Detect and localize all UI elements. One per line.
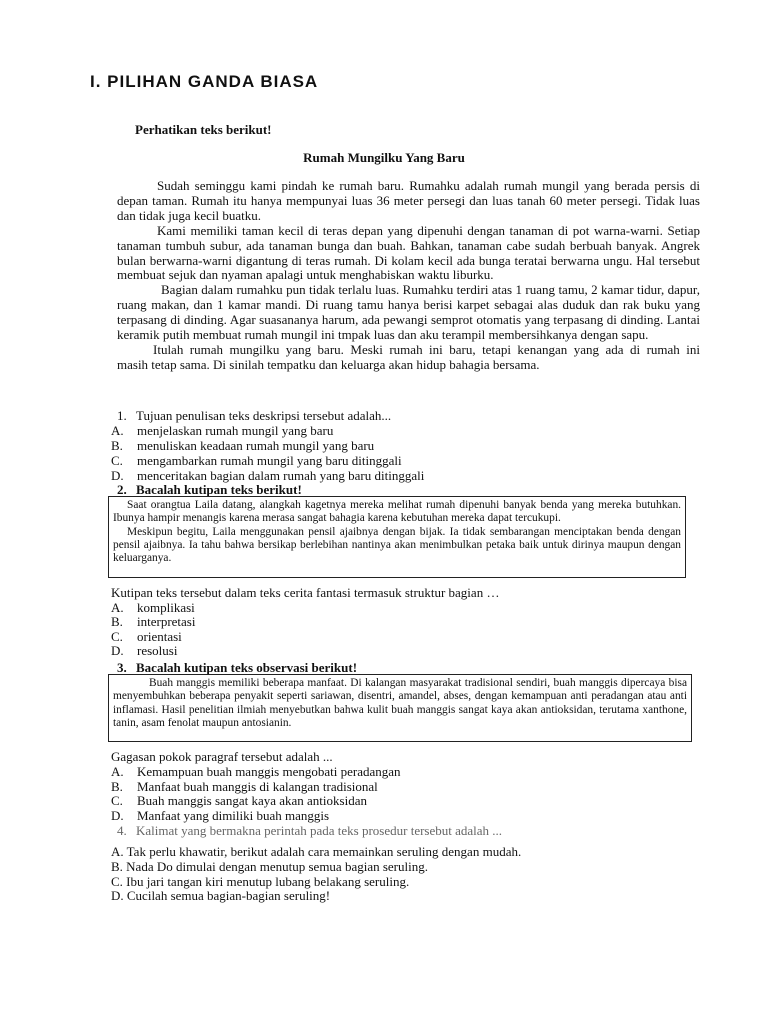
- question-2-text: Kutipan teks tersebut dalam teks cerita fantasi termasuk struktur bagian …: [111, 585, 500, 600]
- excerpt-paragraph: Meskipun begitu, Laila menggunakan pensil ajaibnya dengan bijak. Ia tidak sembarangan menciptakan benda dengan pensil ajaibnya. Ia tahu bahwa bersikap berlebihan nantinya akan menimbulkan petaka baik untuk dirinya maupun dengan keluarganya.: [113, 525, 681, 565]
- question-number: 1.: [117, 408, 127, 423]
- question-text: Tujuan penulisan teks deskripsi tersebut adalah...: [136, 408, 392, 423]
- option-text: Buah manggis sangat kaya akan antioksidan: [137, 793, 367, 808]
- excerpt-box-fantasy: [108, 496, 686, 578]
- option-b[interactable]: [111, 438, 374, 454]
- option-text: mengambarkan rumah mungil yang baru ditinggali: [137, 453, 402, 468]
- question-number: 4.: [117, 823, 127, 838]
- intro-instruction: Perhatikan teks berikut!: [135, 122, 272, 137]
- option-letter: B.: [111, 779, 123, 794]
- option-c[interactable]: C. Ibu jari tangan kiri menutup lubang belakang seruling.: [111, 874, 410, 889]
- option-text: menjelaskan rumah mungil yang baru: [137, 423, 334, 438]
- question-text: Kalimat yang bermakna perintah pada teks prosedur tersebut adalah ...: [136, 823, 503, 838]
- story-paragraph: Sudah seminggu kami pindah ke rumah baru. Rumahku adalah rumah mungil yang berada persis di depan taman. Rumah itu hanya mempunyai luas 36 meter persegi dan luas tanah 60 meter persegi. Tidak luas dan tidak juga kecil buatku.: [117, 178, 700, 223]
- section-heading: I. PILIHAN GANDA BIASA: [90, 72, 319, 91]
- option-c[interactable]: [111, 793, 367, 809]
- story-paragraph: Itulah rumah mungilku yang baru. Meski rumah ini baru, tetapi kenangan yang ada di rumah ini masih tetap sama. Di sinilah tempatku dan keluarga akan hidup bahagia bersama.: [117, 341, 720, 372]
- excerpt-box-observation: [108, 674, 692, 742]
- option-c[interactable]: [111, 453, 402, 469]
- option-d[interactable]: [111, 643, 177, 659]
- instruction-text: Bacalah kutipan teks berikut!: [136, 482, 302, 497]
- option-d[interactable]: [111, 808, 329, 824]
- option-letter: B.: [111, 438, 123, 453]
- option-letter: D.: [111, 808, 124, 823]
- question-3-text: Gagasan pokok paragraf tersebut adalah ...: [111, 749, 333, 764]
- option-text: komplikasi: [137, 600, 195, 615]
- option-letter: A.: [111, 423, 124, 438]
- option-letter: C.: [111, 793, 123, 808]
- story-text: [117, 178, 720, 373]
- option-b[interactable]: [111, 614, 195, 630]
- option-letter: A.: [111, 600, 124, 615]
- option-letter: D.: [111, 468, 124, 483]
- question-number: 2.: [117, 482, 127, 497]
- option-letter: D.: [111, 643, 124, 658]
- option-a[interactable]: [111, 423, 333, 439]
- option-text: resolusi: [137, 643, 178, 658]
- option-letter: A.: [111, 764, 124, 779]
- story-title: Rumah Mungilku Yang Baru: [303, 150, 465, 165]
- instruction-text: Bacalah kutipan teks observasi berikut!: [136, 660, 358, 675]
- story-paragraph: Bagian dalam rumahku pun tidak terlalu luas. Rumahku terdiri atas 1 ruang tamu, 2 kamar tidur, dapur, ruang makan, dan 1 kamar mandi. Di ruang tamu hanya berisi karpet sebagai alas duduk dan rak buku yang terpasang di dinding. Agar suasananya harum, ada pewangi semprot otomatis yang terpasang di dinding. Lantai keramik putih membuat rumah mungil ini tmpak luas dan aku terampil membersihkanya dengan sapu.: [117, 282, 700, 343]
- question-number: 3.: [117, 660, 127, 675]
- option-b[interactable]: B. Nada Do dimulai dengan menutup semua bagian seruling.: [111, 859, 428, 874]
- excerpt-paragraph: Saat orangtua Laila datang, alangkah kagetnya mereka melihat rumah dipenuhi banyak benda yang mereka butuhkan. Ibunya hampir menangis karena merasa sangat bahagia karena kebutuhan mereka dapat tercukupi.: [113, 499, 681, 525]
- option-text: menuliskan keadaan rumah mungil yang baru: [137, 438, 375, 453]
- option-letter: C.: [111, 629, 123, 644]
- option-text: interpretasi: [137, 614, 196, 629]
- excerpt-paragraph: Buah manggis memiliki beberapa manfaat. Di kalangan masyarakat tradisional sendiri, buah manggis dipercaya bisa menyembuhkan beberapa penyakit seperti sariawan, disentri, amandel, abses, dengan kemampuan anti peradangan atau anti inflamasi. Hasil penelitian ilmiah menyebutkan bahwa kulit buah manggis sangat kaya akan antioksidan, terutama xanthone, tanin, asam fenolat maupun antosianin.: [113, 677, 687, 729]
- option-text: Manfaat buah manggis di kalangan tradisional: [137, 779, 378, 794]
- option-letter: B.: [111, 614, 123, 629]
- option-text: Kemampuan buah manggis mengobati peradangan: [137, 764, 401, 779]
- option-text: menceritakan bagian dalam rumah yang baru ditinggali: [137, 468, 425, 483]
- option-text: Manfaat yang dimiliki buah manggis: [137, 808, 330, 823]
- option-d[interactable]: D. Cucilah semua bagian-bagian seruling!: [111, 888, 331, 903]
- option-text: orientasi: [137, 629, 182, 644]
- option-a[interactable]: [111, 764, 401, 780]
- option-a[interactable]: A. Tak perlu khawatir, berikut adalah cara memainkan seruling dengan mudah.: [111, 844, 522, 859]
- story-paragraph: Kami memiliki taman kecil di teras depan yang dipenuhi dengan tanaman di pot warna-warni. Setiap tanaman tumbuh subur, ada tanaman bunga dan buah. Bahkan, tanaman cabe sudah berbuah banyak. Angrek bulan berwarna-warni digantung di teras rumah. Di kolam kecil ada bunga teratai berwarna ungu. Hal tersebut membuat sejuk dan nyaman apalagi untuk menghabiskan waktu liburku.: [117, 222, 700, 283]
- option-letter: C.: [111, 453, 123, 468]
